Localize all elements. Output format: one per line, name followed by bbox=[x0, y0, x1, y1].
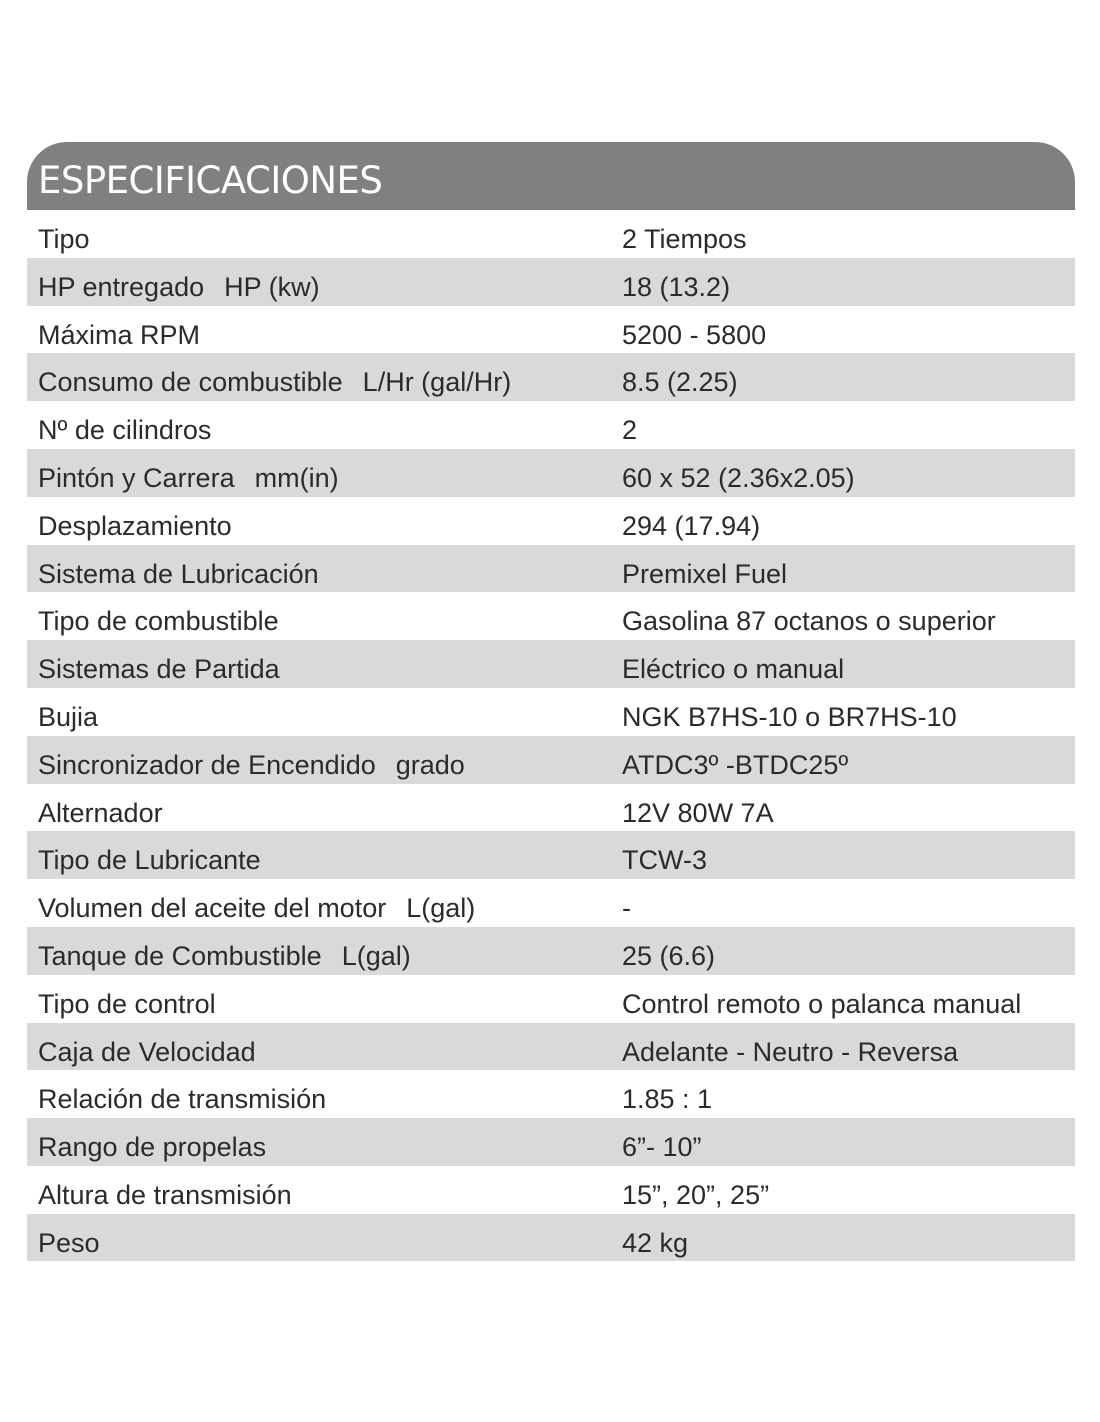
spec-label: Tipo bbox=[38, 224, 90, 254]
spec-label-cell bbox=[38, 749, 465, 780]
spec-value: 12V 80W 7A bbox=[622, 797, 774, 828]
spec-label-cell bbox=[38, 417, 211, 444]
spec-label-cell bbox=[38, 608, 279, 635]
spec-value: - bbox=[622, 893, 631, 924]
spec-value: 15”, 20”, 25” bbox=[622, 1179, 770, 1210]
spec-unit: L(gal) bbox=[341, 940, 411, 971]
spec-label: Peso bbox=[38, 1227, 100, 1258]
spec-label: Desplazamiento bbox=[38, 510, 232, 541]
spec-label: Sistema de Lubricación bbox=[38, 558, 319, 589]
spec-label: HP entregado bbox=[38, 271, 205, 302]
spec-row bbox=[27, 353, 1075, 401]
spec-label-cell bbox=[38, 319, 201, 350]
spec-label-cell bbox=[38, 1179, 292, 1210]
spec-row bbox=[27, 640, 1075, 688]
spec-value: TCW-3 bbox=[622, 845, 707, 876]
spec-label-cell bbox=[38, 701, 99, 732]
spec-value: ATDC3º -BTDC25º bbox=[622, 749, 849, 780]
spec-label-cell bbox=[38, 940, 411, 971]
spec-label: Tipo de control bbox=[38, 988, 216, 1019]
spec-row bbox=[27, 1070, 1075, 1118]
spec-label: Máxima RPM bbox=[38, 319, 201, 350]
spec-value: Adelante - Neutro - Reversa bbox=[622, 1036, 959, 1067]
spec-value: NGK B7HS-10 o BR7HS-10 bbox=[622, 701, 957, 732]
spec-label-cell bbox=[38, 988, 216, 1019]
spec-label-cell bbox=[38, 510, 232, 541]
spec-row bbox=[27, 688, 1075, 736]
spec-value: 42 kg bbox=[622, 1227, 689, 1258]
specifications-header bbox=[27, 142, 1075, 210]
spec-row bbox=[27, 1118, 1075, 1166]
spec-label: Volumen del aceite del motor bbox=[38, 893, 387, 924]
spec-label: Altura de transmisión bbox=[38, 1179, 292, 1210]
spec-value: 6”- 10” bbox=[622, 1132, 702, 1163]
spec-label-cell bbox=[38, 656, 280, 683]
spec-label-cell bbox=[38, 558, 319, 589]
spec-row bbox=[27, 1023, 1075, 1071]
spec-row bbox=[27, 784, 1075, 832]
spec-label-cell bbox=[38, 797, 163, 828]
specifications-title: ESPECIFICACIONES bbox=[38, 158, 383, 202]
spec-label-cell bbox=[38, 1227, 100, 1258]
spec-value: Premixel Fuel bbox=[622, 558, 788, 589]
spec-row bbox=[27, 497, 1075, 545]
spec-value: 2 Tiempos bbox=[622, 224, 747, 254]
spec-row bbox=[27, 449, 1075, 497]
spec-unit: grado bbox=[395, 749, 465, 780]
spec-value: Eléctrico o manual bbox=[622, 654, 845, 685]
spec-row bbox=[27, 306, 1075, 354]
spec-value: Gasolina 87 octanos o superior bbox=[622, 606, 996, 637]
spec-value: 5200 - 5800 bbox=[622, 319, 767, 350]
spec-label: Pintón y Carrera bbox=[38, 462, 235, 493]
spec-unit: HP (kw) bbox=[224, 271, 320, 302]
spec-label: Tanque de Combustible bbox=[38, 940, 322, 971]
spec-row bbox=[27, 736, 1075, 784]
spec-label: Caja de Velocidad bbox=[38, 1036, 256, 1067]
spec-label: Rango de propelas bbox=[38, 1132, 267, 1163]
spec-label: Relación de transmisión bbox=[38, 1084, 327, 1115]
spec-label-cell bbox=[38, 1086, 326, 1113]
spec-label-cell bbox=[38, 271, 320, 302]
spec-label-cell bbox=[38, 1134, 266, 1161]
spec-row bbox=[27, 258, 1075, 306]
spec-unit: mm(in) bbox=[254, 462, 339, 493]
spec-row bbox=[27, 927, 1075, 975]
spec-label-cell bbox=[38, 369, 511, 396]
spec-value: 2 bbox=[622, 415, 638, 446]
spec-label: Sincronizador de Encendido bbox=[38, 749, 376, 780]
specifications-table bbox=[27, 210, 1075, 1261]
spec-value: 25 (6.6) bbox=[622, 940, 716, 971]
spec-value: 294 (17.94) bbox=[622, 510, 761, 541]
spec-label: Bujia bbox=[38, 701, 99, 732]
spec-label-cell bbox=[38, 1036, 256, 1067]
spec-label: Sistemas de Partida bbox=[38, 654, 280, 685]
spec-row bbox=[27, 210, 1075, 258]
spec-unit: L/Hr (gal/Hr) bbox=[362, 367, 512, 398]
spec-value: 1.85 : 1 bbox=[622, 1084, 713, 1115]
spec-label-cell bbox=[38, 226, 90, 253]
spec-label: Tipo de Lubricante bbox=[38, 845, 261, 876]
specifications-card bbox=[27, 142, 1075, 1261]
spec-value: 8.5 (2.25) bbox=[622, 367, 738, 398]
spec-label-cell bbox=[38, 895, 475, 922]
spec-unit: L(gal) bbox=[406, 893, 476, 924]
spec-row bbox=[27, 879, 1075, 927]
spec-label: Consumo de combustible bbox=[38, 367, 343, 398]
spec-row bbox=[27, 401, 1075, 449]
spec-row bbox=[27, 592, 1075, 640]
spec-row bbox=[27, 1166, 1075, 1214]
spec-row bbox=[27, 975, 1075, 1023]
spec-value: 60 x 52 (2.36x2.05) bbox=[622, 462, 855, 493]
spec-label-cell bbox=[38, 847, 261, 874]
spec-label: Alternador bbox=[38, 797, 163, 828]
spec-value: 18 (13.2) bbox=[622, 271, 731, 302]
spec-row bbox=[27, 1214, 1075, 1261]
spec-label-cell bbox=[38, 462, 339, 493]
spec-row bbox=[27, 545, 1075, 593]
spec-row bbox=[27, 831, 1075, 879]
spec-label: Tipo de combustible bbox=[38, 606, 279, 637]
spec-value: Control remoto o palanca manual bbox=[622, 988, 1022, 1019]
spec-label: Nº de cilindros bbox=[38, 415, 212, 446]
